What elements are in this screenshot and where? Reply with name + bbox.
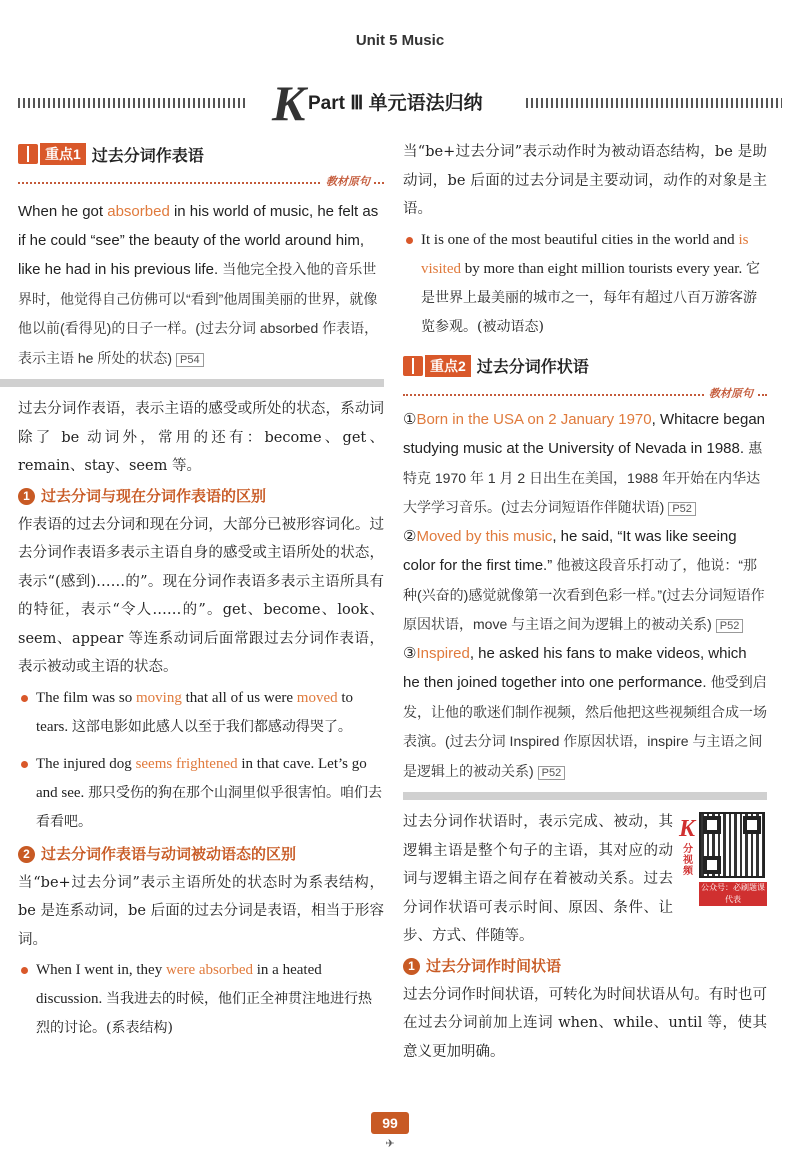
qr-code-block[interactable]	[679, 812, 767, 908]
point2-title: 过去分词作状语	[476, 357, 589, 376]
page-ref: P52	[538, 766, 566, 780]
highlight-absorbed: absorbed	[107, 203, 170, 220]
part-banner	[18, 75, 782, 131]
point1-badge	[18, 143, 86, 165]
left-column	[18, 138, 384, 1043]
time-adverbial-text: 过去分词作时间状语，可转化为时间状语从句。有时也可在过去分词前加上连词 when、while、until 等，使其意义更加明确。	[403, 986, 767, 1060]
part-title: Part Ⅲ 单元语法归纳	[308, 93, 483, 114]
example-bullet: The injured dog seems frightened in that cave. Let’s go and see. 那只受伤的狗在那个山洞里似乎很害怕。咱们去看看吧。	[18, 750, 384, 837]
bullet-dot-icon	[406, 237, 413, 244]
sub1-text: 作表语的过去分词和现在分词，大部分已被形容词化。过去分词作表语多表示主语自身的感受或主语所处的状态，表示“(感到)……的”。现在分词作表语多表示主语所具有的特征，表示“令人……的”。get、become、look、seem、appear 等连系动词后面常跟过去分词作表语，表示被动或主语的状态。	[18, 516, 384, 675]
bird-icon: ✈	[385, 1137, 395, 1150]
point1-header	[18, 138, 384, 170]
sub1-heading: 1 过去分词作时间状语	[403, 953, 767, 981]
example-bullet: When I went in, they were absorbed in a heated discussion. 当我进去的时候，他们正全神贯注地进行热烈的讨论。(系表结构)	[18, 956, 384, 1043]
unit-title: Unit 5 Music	[355, 32, 445, 49]
bullet-dot-icon	[21, 761, 28, 768]
bullet-dot-icon	[21, 695, 28, 702]
hatch-left	[18, 98, 248, 108]
point2-sentence-2: ②Moved by this music, he said, “It was like seeing color for the first time.” 他被这段音乐打动了，他说：“那种(兴奋的)感觉就像第一次看到色彩一样。”(过去分词短语作原因状语，move 与主语之间为逻辑上的被动关系) P52	[403, 527, 765, 632]
section-divider	[403, 792, 767, 800]
source-divider	[403, 384, 767, 406]
sub2-heading: 2 过去分词作表语与动词被动语态的区别	[18, 841, 384, 869]
k-logo-icon: K	[272, 75, 306, 131]
page-number: 99	[371, 1112, 409, 1134]
section-divider	[0, 379, 384, 387]
source-tag: 教材原句	[705, 385, 757, 401]
passive-text: 当“be+过去分词”表示动作时为被动语态结构，be 是助动词，be 后面的过去分词是主要动词，动作的对象是主语。	[403, 144, 767, 217]
intro-text: 过去分词作表语，表示主语的感受或所处的状态，系动词除了 be 动词外，常用的还有：become、get、remain、stay、seem 等。	[18, 401, 384, 474]
point1-example: When he got absorbed in his world of music, he felt as if he could “see” the beauty of the world around him, like he had in his previous life. 当他完全投入他的音乐世界时，他觉得自己仿佛可以“看到”他周围美丽的世界，就像他以前(看得见)的日子一样。(过去分词 absorbed 作表语，表示主语 he 所处的状态) P54	[18, 203, 379, 366]
point2-sentence-1: ①Born in the USA on 2 January 1970, Whitacre began studying music at the University of Nevada in 1988. 惠特克 1970 年 1 月 2 日出生在美国，1988 年开始在内华达大学学习音乐。(过去分词短语作伴随状语) P52	[403, 410, 766, 515]
point2-header	[403, 350, 767, 382]
hatch-right	[526, 98, 782, 108]
source-tag: 教材原句	[322, 173, 374, 189]
point1-translation: 当他完全投入他的音乐世界时，他觉得自己仿佛可以“看到”他周围美丽的世界，就像他以前(看得见)的日子一样。(过去分词 absorbed 作表语，表示主语 he 所处的状态)	[18, 261, 379, 366]
sub2-text: 当“be+过去分词”表示主语所处的状态时为系表结构，be 是连系动词，be 后面的过去分词是表语，相当于形容词。	[18, 874, 384, 948]
page-ref: P52	[668, 502, 696, 516]
adverbial-text: 过去分词作状语时，表示完成、被动，其逻辑主语是整个句子的主语，其对应的动词与逻辑主语之间存在着被动关系。过去分词作状语可表示时间、原因、条件、让步、方式、伴随等。	[403, 814, 673, 944]
qr-code-icon	[699, 812, 765, 878]
point2-badge	[403, 355, 471, 377]
k-video-icon: K	[679, 816, 696, 842]
video-label: 分视频	[683, 844, 693, 877]
source-divider	[18, 172, 384, 194]
point2-badge-label: 重点2	[425, 355, 471, 377]
page-ref: P54	[176, 353, 204, 367]
point1-title: 过去分词作表语	[91, 145, 204, 165]
book-icon	[18, 144, 38, 164]
book-icon	[403, 356, 423, 376]
point2-sentence-3: ③Inspired, he asked his fans to make videos, which he then joined together into one performance. 他受到启发，让他的歌迷们制作视频，然后他把这些视频组合成一场表演。(过去分词 Inspired 作原因状语，inspire 与主语之间是逻辑上的被动关系) P52	[403, 644, 767, 779]
page-ref: P52	[716, 619, 744, 633]
right-column	[403, 138, 767, 1066]
bullet-dot-icon	[21, 967, 28, 974]
example-bullet: The film was so moving that all of us were moved to tears. 这部电影如此感人以至于我们都感动得哭了。	[18, 684, 384, 742]
sub1-heading: 1 过去分词与现在分词作表语的区别	[18, 483, 384, 511]
qr-caption: 公众号：必刷题课代表	[701, 883, 765, 904]
point1-badge-label: 重点1	[40, 143, 86, 165]
example-bullet: It is one of the most beautiful cities in the world and is visited by more than eight million tourists every year. 它是世界上最美丽的城市之一，每年有超过八百万游客游览参观。(被动语态)	[403, 226, 767, 342]
